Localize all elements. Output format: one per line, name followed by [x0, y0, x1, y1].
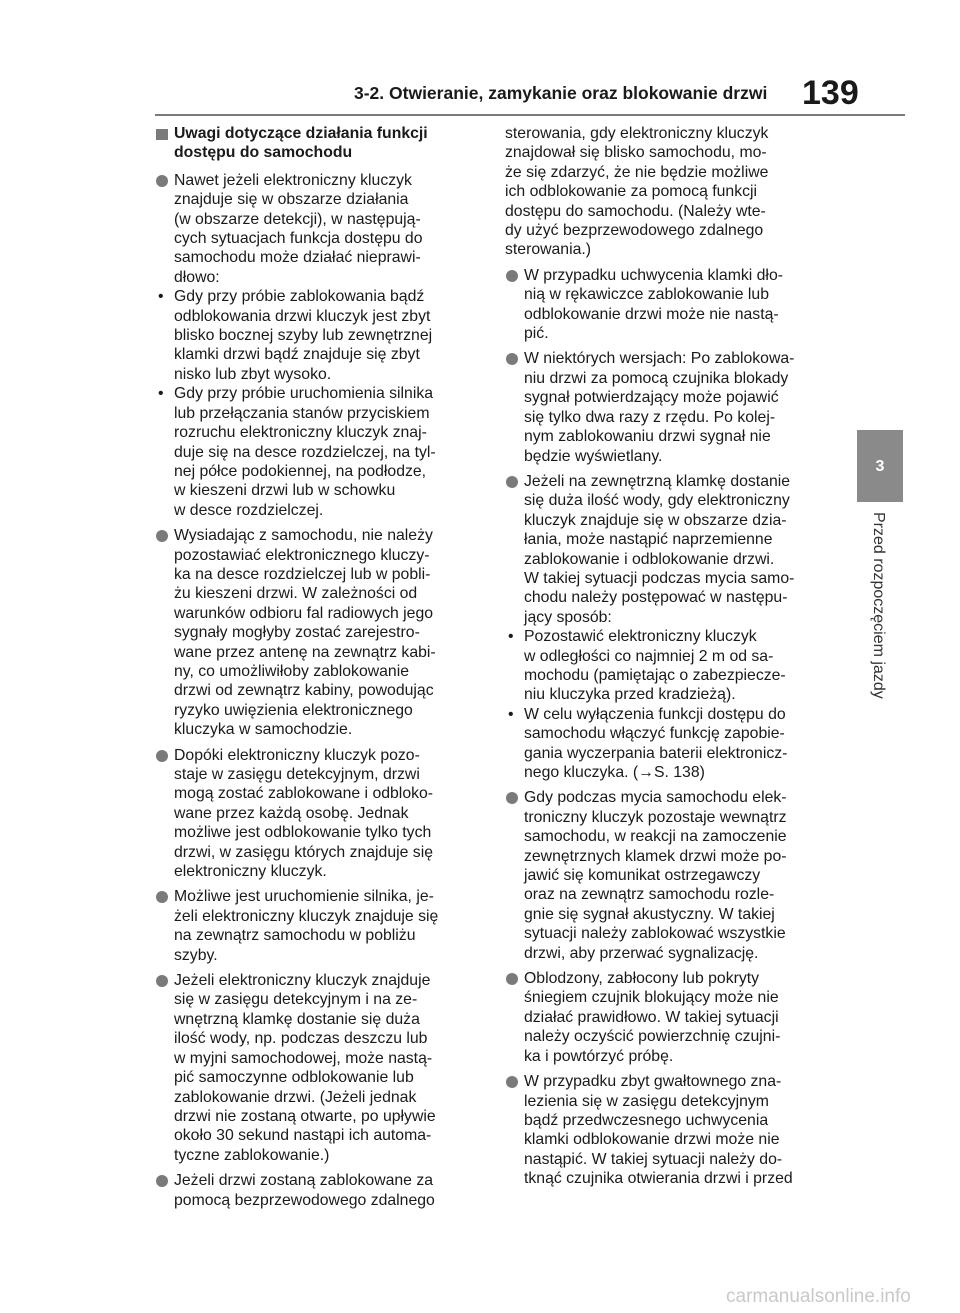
text-line: jący sposób:: [524, 608, 612, 626]
text-line: Pozostawić elektroniczny kluczyk: [524, 628, 757, 646]
text-line: chodu należy postępować w następu-: [524, 589, 788, 607]
right-column: [505, 124, 835, 1195]
text-line: żu kieszeni drzwi. W zależności od: [174, 585, 418, 603]
list-item: [155, 526, 485, 739]
text-line: zablokowanie i odblokowanie drzwi.: [524, 550, 775, 568]
text-line: oraz na zewnątrz samochodu rozle-: [524, 886, 775, 904]
text-line: dostępu do samochodu. (Należy wte-: [505, 202, 766, 220]
text-line: znajduje się w obszarze działania: [174, 191, 409, 209]
sub-bullet-text: [524, 705, 835, 783]
text-line: zewnętrznych klamek drzwi może po-: [524, 847, 787, 865]
bullet-marker: •: [508, 628, 514, 646]
text-line: możliwe jest odblokowanie tylko tych: [174, 824, 432, 842]
text-line: nastąpić. W takiej sytuacji należy do-: [524, 1150, 783, 1168]
text-line: pomocą bezprzewodowego zdalnego: [174, 1191, 435, 1209]
text-line: łania, może nastąpić naprzemienne: [524, 531, 773, 549]
text-line: Gdy podczas mycia samochodu elek-: [524, 789, 787, 807]
text-line: ka na desce rozdzielczej lub w pobli-: [174, 565, 431, 583]
sub-bullet: [155, 287, 485, 384]
text-line: dłowo:: [174, 268, 220, 286]
text-line: drzwi od zewnątrz kabiny, powodując: [174, 682, 434, 700]
list-item: [155, 887, 485, 965]
text-line: w myjni samochodowej, może nastą-: [174, 1049, 433, 1067]
text-line: szyby.: [174, 946, 218, 964]
sub-bullet: [505, 627, 835, 705]
bullet-marker: •: [158, 288, 164, 306]
text-line: nej półce podokiennej, na podłodze,: [174, 462, 427, 480]
text-line: tknąć czujnika otwierania drzwi i przed: [524, 1170, 793, 1188]
text-line: bądź przedwczesnego uchwycenia: [524, 1111, 769, 1129]
text-line: drzwi nie zostaną otwarte, po upływie: [174, 1107, 436, 1125]
text-line: Gdy przy próbie zablokowania bądź: [174, 288, 425, 306]
text-line: gnie się sygnał akustyczny. W takiej: [524, 905, 775, 923]
text-line: klamki drzwi bądź znajduje się zbyt: [174, 346, 420, 364]
text-line: nego kluczyka. (→S. 138): [524, 764, 705, 781]
list-item: [505, 472, 835, 783]
item-paragraph: [174, 1171, 485, 1210]
text-line: nisko lub zbyt wysoko.: [174, 365, 332, 383]
page-header: [0, 0, 960, 120]
right-item-list: [505, 266, 835, 1189]
sub-bullet-text: [524, 627, 835, 705]
text-line: Jeżeli na zewnętrzną klamkę dostanie: [524, 472, 791, 490]
list-item: [505, 266, 835, 344]
text-line: mochodu (pamiętając o zabezpiecze-: [524, 666, 786, 684]
sub-bullet-text: [174, 384, 485, 520]
text-line: Dopóki elektroniczny kluczyk pozo-: [174, 746, 420, 764]
item-paragraph: [174, 526, 485, 739]
item-paragraph: [524, 969, 835, 1066]
item-paragraph: [524, 349, 835, 465]
text-line: niu kluczyka przed kradzieżą).: [524, 686, 736, 704]
text-line: drzwi, w zasięgu których znajduje się: [174, 843, 434, 861]
bullet-dot-icon: [506, 1076, 518, 1088]
chapter-number: 3: [875, 458, 885, 475]
text-line: pić samoczynne odblokowanie lub: [174, 1069, 414, 1087]
text-line: dy użyć bezprzewodowego zdalnego: [505, 222, 764, 240]
bullet-dot-icon: [506, 353, 518, 365]
bullet-dot-icon: [156, 975, 168, 987]
page-number: 139: [802, 74, 859, 112]
text-line: znajdował się blisko samochodu, mo-: [505, 144, 767, 162]
item-paragraph: [524, 472, 835, 627]
text-line: W takiej sytuacji podczas mycia samo-: [524, 569, 795, 587]
item-paragraph: [524, 788, 835, 963]
text-line: na zewnątrz samochodu w pobliżu: [174, 927, 416, 945]
bullet-dot-icon: [506, 973, 518, 985]
list-item: [505, 969, 835, 1066]
text-line: blisko bocznej szyby lub zewnętrznej: [174, 327, 433, 345]
text-line: sygnał potwierdzający może pojawić: [524, 389, 779, 407]
text-line: Oblodzony, zabłocony lub pokryty: [524, 970, 760, 988]
text-line: mogą zostać zablokowane i odbloko-: [174, 785, 434, 803]
text-line: lezienia się w zasięgu detekcyjnym: [524, 1092, 769, 1110]
text-line: W przypadku uchwycenia klamki dło-: [524, 266, 783, 284]
chapter-label: [857, 512, 903, 742]
continued-paragraph: [505, 124, 835, 260]
chapter-tab: [857, 430, 903, 502]
list-item: [505, 349, 835, 465]
item-paragraph: [174, 171, 485, 287]
section-title: 3-2. Otwieranie, zamykanie oraz blokowanie drzwi: [354, 83, 768, 103]
section-heading: [155, 124, 485, 163]
text-line: ka i powtórzyć próbę.: [524, 1047, 674, 1065]
text-line: ryzyko uwięzienia elektronicznego: [174, 701, 413, 719]
text-line: się duża ilość wody, gdy elektroniczny: [524, 492, 790, 510]
text-line: duje się na desce rozdzielczej, na tyl-: [174, 443, 436, 461]
text-line: drzwi, aby przerwać sygnalizację.: [524, 944, 759, 962]
text-line: lub przełączania stanów przyciskiem: [174, 404, 430, 422]
text-line: odblokowanie drzwi może nie nastą-: [524, 305, 779, 323]
text-line: działać prawidłowo. W takiej sytuacji: [524, 1008, 779, 1026]
bullet-dot-icon: [506, 270, 518, 282]
text-line: W celu wyłączenia funkcji dostępu do: [524, 705, 786, 723]
text-line: pozostawiać elektronicznego kluczy-: [174, 546, 430, 564]
text-line: zablokowanie drzwi. (Jeżeli jednak: [174, 1088, 417, 1106]
bullet-marker: •: [158, 385, 164, 403]
text-line: w kieszeni drzwi lub w schowku: [174, 482, 396, 500]
item-paragraph: [524, 266, 835, 344]
bullet-dot-icon: [156, 1175, 168, 1187]
bullet-dot-icon: [506, 792, 518, 804]
text-line: Możliwe jest uruchomienie silnika, je-: [174, 888, 434, 906]
text-line: odblokowania drzwi kluczyk jest zbyt: [174, 307, 431, 325]
text-line: troniczny kluczyk pozostaje wewnątrz: [524, 808, 787, 826]
bullet-dot-icon: [156, 530, 168, 542]
header-divider: [155, 114, 905, 116]
text-line: sterowania, gdy elektroniczny kluczyk: [505, 125, 769, 142]
text-line: rozruchu elektroniczny kluczyk znaj-: [174, 424, 427, 442]
sub-bullet: [505, 705, 835, 783]
sub-bullet: [155, 384, 485, 520]
list-item: [155, 746, 485, 882]
list-item: [155, 171, 485, 520]
text-line: W niektórych wersjach: Po zablokowa-: [524, 350, 795, 368]
text-line: samochodu włączyć funkcję zapobie-: [524, 725, 785, 743]
text-line: wane przez każdą osobę. Jednak: [174, 804, 409, 822]
text-line: nią w rękawiczce zablokowanie lub: [524, 286, 769, 304]
heading-square-icon: [156, 129, 168, 140]
text-line: pić.: [524, 325, 549, 343]
item-paragraph: [174, 746, 485, 882]
text-line: Jeżeli elektroniczny kluczyk znajduje: [174, 972, 431, 990]
text-line: będzie wyświetlany.: [524, 447, 663, 465]
text-line: w desce rozdzielczej.: [174, 501, 324, 519]
chapter-label-text: Przed rozpoczęciem jazdy: [870, 512, 887, 699]
text-line: ich odblokowanie za pomocą funkcji: [505, 183, 758, 201]
text-line: śniegiem czujnik blokujący może nie: [524, 989, 779, 1007]
sub-bullet-text: [174, 287, 485, 384]
text-line: samochodu, w reakcji na zamoczenie: [524, 828, 787, 846]
text-line: ilość wody, np. podczas deszczu lub: [174, 1030, 428, 1048]
text-line: sytuacji należy zablokować wszystkie: [524, 925, 786, 943]
text-line: Wysiadając z samochodu, nie należy: [174, 527, 433, 545]
text-line: nym zablokowaniu drzwi sygnał nie: [524, 428, 771, 446]
left-item-list: [155, 171, 485, 1210]
left-column: [155, 124, 485, 1216]
text-line: ny, co umożliwiłoby zablokowanie: [174, 662, 410, 680]
text-line: żeli elektroniczny kluczyk znajduje się: [174, 907, 439, 925]
bullet-dot-icon: [506, 476, 518, 488]
text-line: (w obszarze detekcji), w następują-: [174, 210, 421, 228]
text-line: Jeżeli drzwi zostaną zablokowane za: [174, 1172, 434, 1190]
item-paragraph: [174, 971, 485, 1165]
text-line: elektroniczny kluczyk.: [174, 863, 327, 881]
list-item: [505, 1072, 835, 1188]
text-line: niu drzwi za pomocą czujnika blokady: [524, 369, 789, 387]
text-line: Gdy przy próbie uruchomienia silnika: [174, 385, 434, 403]
item-paragraph: [524, 1072, 835, 1188]
text-line: jawić się komunikat ostrzegawczy: [524, 867, 761, 885]
text-line: cych sytuacjach funkcja dostępu do: [174, 230, 423, 248]
heading-text: [174, 124, 485, 163]
text-line: warunków odbioru fal radiowych jego: [174, 604, 434, 622]
bullet-marker: •: [508, 705, 514, 723]
list-item: [155, 1171, 485, 1210]
text-line: około 30 sekund nastąpi ich automa-: [174, 1127, 432, 1145]
watermark: carmanualsonline.info: [726, 1286, 911, 1307]
text-line: wane przez antenę na zewnątrz kabi-: [174, 643, 436, 661]
text-line: kluczyka w samochodzie.: [174, 721, 353, 739]
bullet-dot-icon: [156, 175, 168, 187]
text-line: staje w zasięgu detekcyjnym, drzwi: [174, 766, 420, 783]
text-line: dostępu do samochodu: [174, 144, 353, 162]
text-line: w odległości co najmniej 2 m od sa-: [524, 647, 774, 665]
list-item: [155, 971, 485, 1165]
text-line: kluczyk znajduje się w obszarze dzia-: [524, 511, 787, 529]
item-paragraph: [174, 887, 485, 965]
text-line: wnętrzną klamkę dostanie się duża: [174, 1010, 420, 1028]
text-line: się tylko dwa razy z rzędu. Po kolej-: [524, 408, 776, 426]
list-item: [505, 788, 835, 963]
bullet-dot-icon: [156, 750, 168, 762]
text-line: klamki odblokowanie drzwi może nie: [524, 1131, 780, 1149]
text-line: samochodu może działać nieprawi-: [174, 249, 421, 267]
text-line: należy oczyścić powierzchnię czujni-: [524, 1028, 781, 1046]
bullet-dot-icon: [156, 891, 168, 903]
text-line: tyczne zablokowanie.): [174, 1146, 330, 1164]
text-line: się w zasięgu detekcyjnym i na ze-: [174, 991, 418, 1009]
text-line: Nawet jeżeli elektroniczny kluczyk: [174, 171, 412, 189]
text-line: Uwagi dotyczące działania funkcji: [174, 125, 428, 142]
text-line: W przypadku zbyt gwałtownego zna-: [524, 1073, 782, 1091]
text-line: gania wyczerpania baterii elektronicz-: [524, 744, 788, 762]
text-line: że się zdarzyć, że nie będzie możliwe: [505, 163, 769, 181]
text-line: sygnały mogłyby zostać zarejestro-: [174, 624, 420, 642]
text-line: sterowania.): [505, 241, 592, 259]
